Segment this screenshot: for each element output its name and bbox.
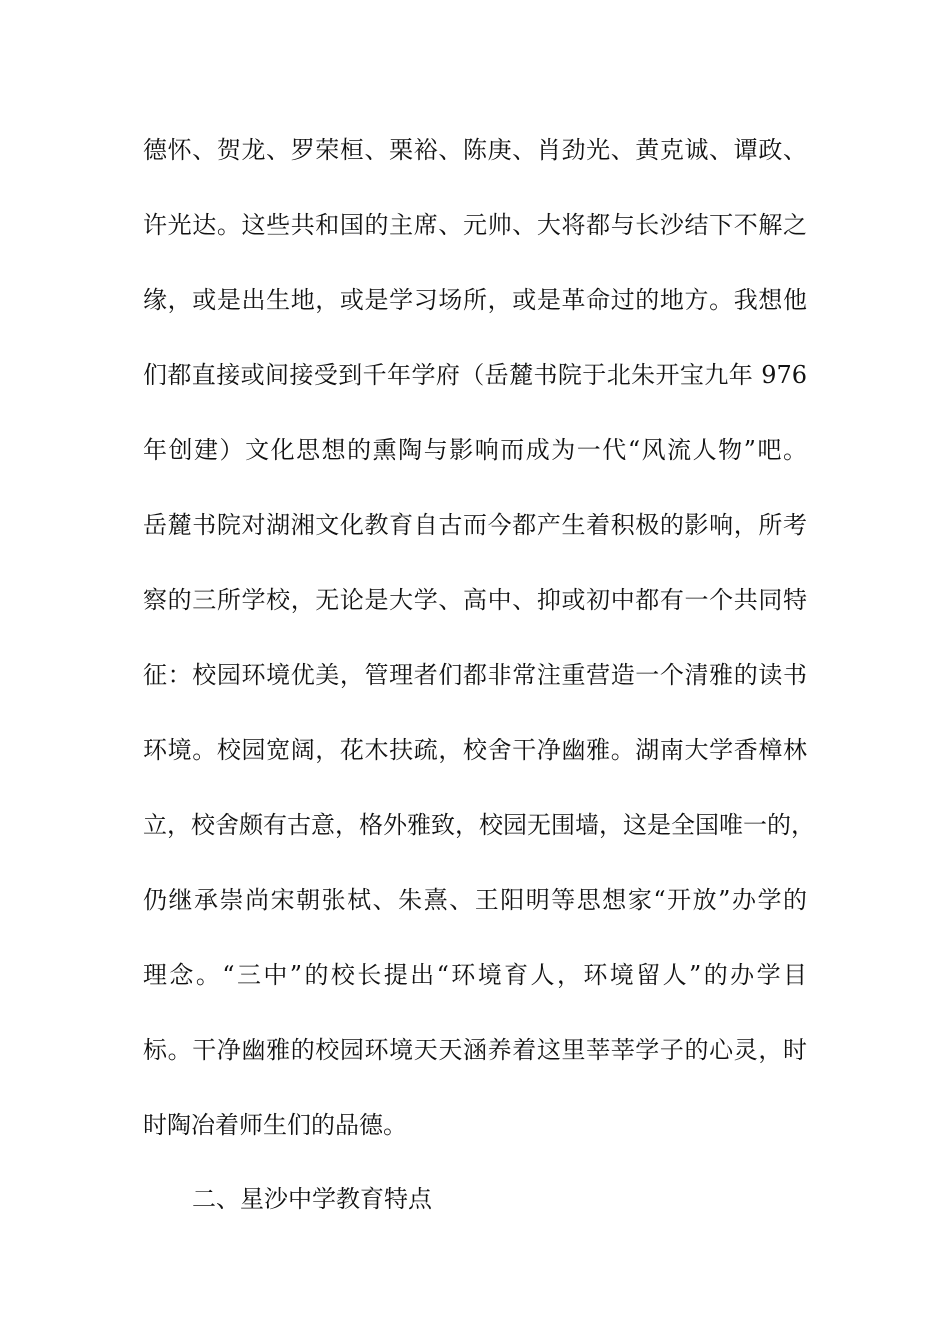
section-heading: 二、星沙中学教育特点	[192, 1185, 432, 1213]
text-line: 标。干净幽雅的校园环境天天涵养着这里莘莘学子的心灵，时	[143, 1036, 807, 1064]
text-line: 征：校园环境优美，管理者们都非常注重营造一个清雅的读书	[143, 661, 807, 689]
text-line: 仍继承崇尚宋朝张栻、朱熹、王阳明等思想家“开放”办学的	[143, 886, 807, 914]
text-line: 们都直接或间接受到千年学府（岳麓书院于北朱开宝九年 976	[143, 361, 807, 389]
text-line: 许光达。这些共和国的主席、元帅、大将都与长沙结下不解之	[143, 211, 807, 239]
text-line: 德怀、贺龙、罗荣桓、栗裕、陈庚、肖劲光、黄克诚、谭政、	[143, 136, 807, 164]
text-line: 缘，或是出生地，或是学习场所，或是革命过的地方。我想他	[143, 286, 807, 314]
text-line: 立，校舍颇有古意，格外雅致，校园无围墙，这是全国唯一的，	[143, 811, 815, 839]
text-line-last: 时陶冶着师生们的品德。	[143, 1111, 407, 1139]
text-line: 察的三所学校，无论是大学、高中、抑或初中都有一个共同特	[143, 586, 807, 614]
text-line: 理念。“三中”的校长提出“环境育人，环境留人”的办学目	[143, 961, 807, 989]
text-line: 年创建）文化思想的熏陶与影响而成为一代“风流人物”吧。	[143, 436, 807, 464]
text-line: 环境。校园宽阔，花木扶疏，校舍干净幽雅。湖南大学香樟林	[143, 736, 807, 764]
text-line: 岳麓书院对湖湘文化教育自古而今都产生着积极的影响，所考	[143, 511, 807, 539]
